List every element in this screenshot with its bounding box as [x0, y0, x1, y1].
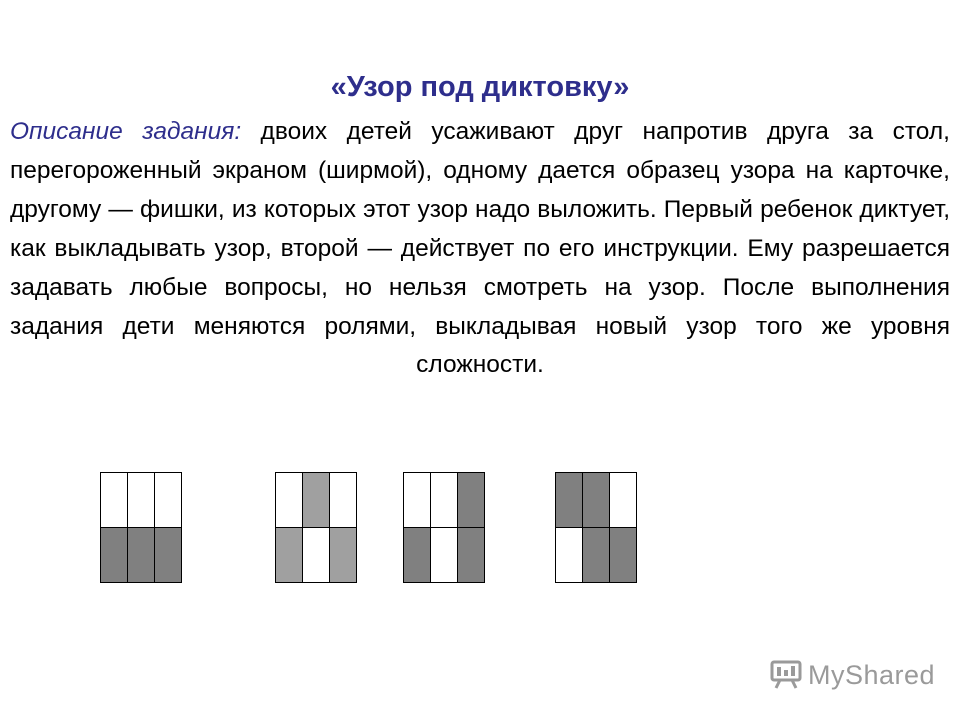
pattern-cell-dark: [610, 528, 637, 583]
pattern-cell-white: [155, 473, 182, 528]
pattern-cell-white: [101, 473, 128, 528]
pattern-cell-dark: [404, 528, 431, 583]
slide-title: «Узор под диктовку»: [330, 71, 630, 103]
pattern-cell-dark: [556, 473, 583, 528]
pattern-cell-white: [610, 473, 637, 528]
pattern-cell-dark: [128, 528, 155, 583]
pattern-cell-dark: [458, 473, 485, 528]
pattern-cell-white: [404, 473, 431, 528]
pattern-cell-white: [431, 473, 458, 528]
pattern-card-4: [555, 472, 637, 583]
pattern-cell-dark: [583, 473, 610, 528]
pattern-cell-light: [276, 528, 303, 583]
pattern-cell-light: [330, 528, 357, 583]
pattern-cell-white: [303, 528, 330, 583]
pattern-cell-white: [431, 528, 458, 583]
pattern-cell-white: [330, 473, 357, 528]
pattern-cell-light: [303, 473, 330, 528]
presentation-board-icon: [770, 660, 802, 690]
description-body: двоих детей усаживают друг напротив друга за стол, перегороженный экраном (ширмой), одному дается образец узора на карточке, другому — фишки, из которых этот узор надо выложить. Первый ребенок диктует, как выкладывать узор, второй — действует по его инструкции. Ему разрешается задавать любые вопросы, но нельзя смотреть на узор. После выполнения задания дети меняются ролями, выкладывая новый узор того же уровня сложности.: [10, 118, 950, 379]
pattern-cell-dark: [155, 528, 182, 583]
watermark-text: MyShared: [808, 659, 936, 690]
pattern-cell-dark: [583, 528, 610, 583]
pattern-cell-white: [128, 473, 155, 528]
pattern-cell-dark: [458, 528, 485, 583]
task-description: [10, 113, 950, 385]
watermark-logo: [770, 655, 935, 695]
pattern-card-3: [403, 472, 485, 583]
pattern-cell-white: [276, 473, 303, 528]
pattern-cell-white: [556, 528, 583, 583]
pattern-card-2: [275, 472, 357, 583]
description-lead: Описание задания:: [10, 118, 242, 145]
pattern-card-1: [100, 472, 182, 583]
pattern-cell-dark: [101, 528, 128, 583]
